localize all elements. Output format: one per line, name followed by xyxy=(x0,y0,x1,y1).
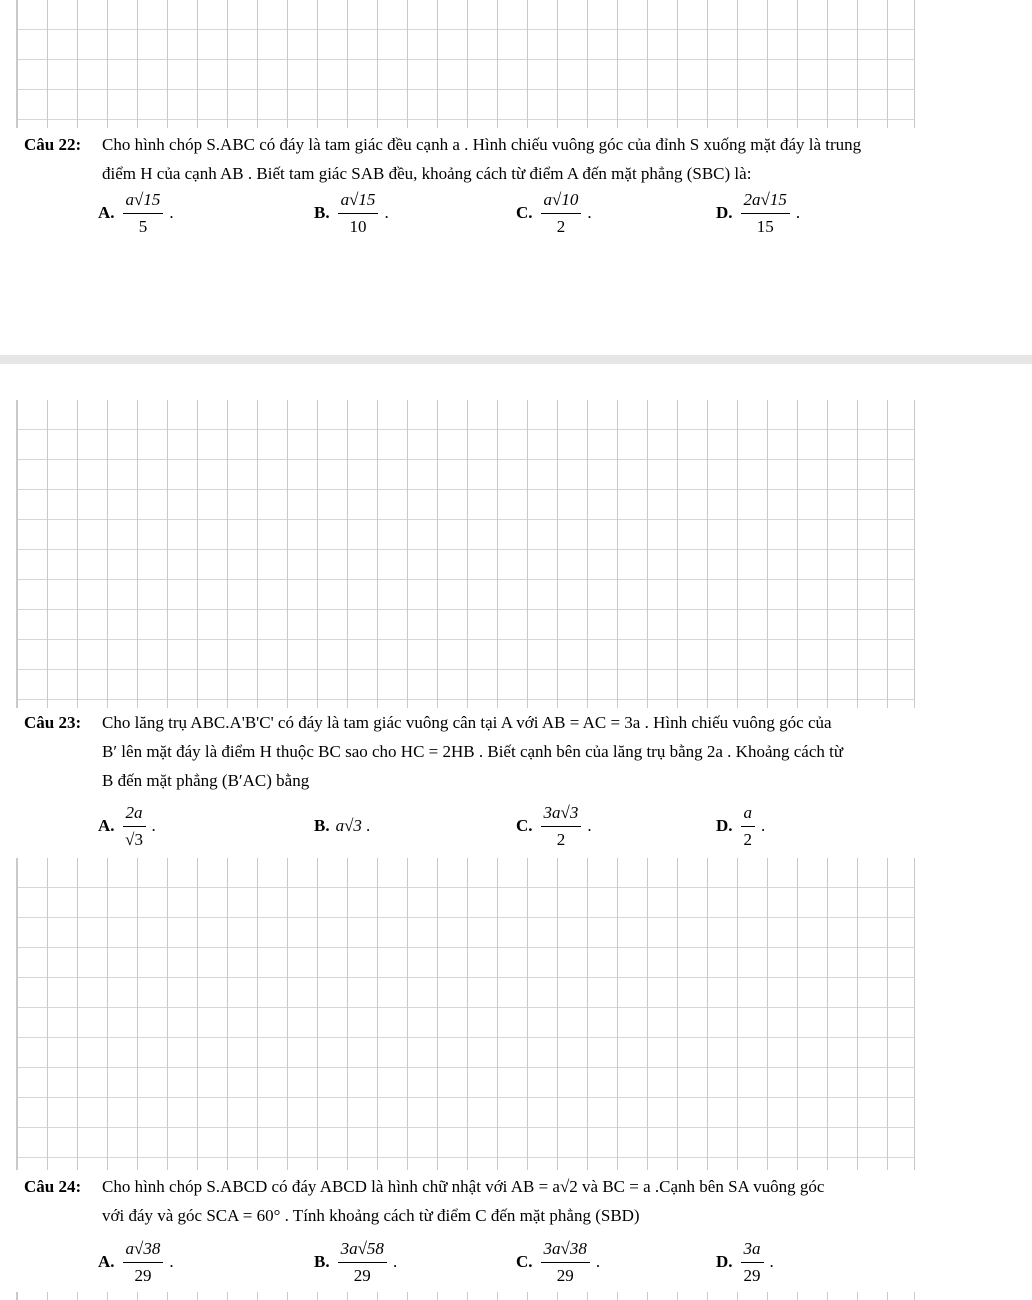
option-label: D. xyxy=(716,203,733,222)
denominator: 10 xyxy=(349,216,367,236)
denominator: 5 xyxy=(138,216,148,236)
grid-area-bottom xyxy=(16,1292,915,1300)
option-b[interactable]: B. $\frac{a√15}{10}$ . xyxy=(314,189,389,236)
question-number: Câu 22: xyxy=(24,135,82,154)
option-a[interactable]: A. $\frac{2a}{√3}$ . xyxy=(98,802,156,849)
question-22 xyxy=(24,130,994,188)
numerator: a xyxy=(741,802,756,827)
option-label: C. xyxy=(516,203,533,222)
options-24 xyxy=(98,1232,958,1292)
numerator: 3a√58 xyxy=(338,1238,387,1263)
question-number: Câu 23: xyxy=(24,713,82,732)
numerator: 3a√38 xyxy=(541,1238,590,1263)
question-24 xyxy=(24,1172,994,1230)
fraction xyxy=(123,1238,164,1287)
option-label: B. xyxy=(314,1252,330,1271)
question-24-line1 xyxy=(24,1172,994,1201)
section-separator xyxy=(0,355,1032,364)
option-d[interactable]: D. $\frac{2a√15}{15}$ . xyxy=(716,189,801,236)
fraction xyxy=(741,802,756,851)
option-label: C. xyxy=(516,816,533,835)
question-text: B′ lên mặt đáy là điểm H thuộc BC sao cho HC = 2HB . Biết cạnh bên của lăng trụ bằng 2a . Khoảng cách từ xyxy=(102,742,844,761)
fraction xyxy=(123,189,164,238)
option-d[interactable]: D. $\frac{3a}{29}$ . xyxy=(716,1238,774,1285)
question-23-line1 xyxy=(24,708,994,737)
option-label: D. xyxy=(716,1252,733,1271)
denominator: 29 xyxy=(353,1265,371,1285)
fraction xyxy=(338,189,379,238)
denominator: 2 xyxy=(556,829,566,849)
denominator: 29 xyxy=(556,1265,574,1285)
denominator: 29 xyxy=(743,1265,761,1285)
option-d[interactable]: D. $\frac{a}{2}$ . xyxy=(716,802,766,849)
option-b[interactable]: B. a√3 . xyxy=(314,816,371,835)
option-value: a√3 xyxy=(335,816,362,835)
fraction xyxy=(123,802,146,851)
numerator: a√10 xyxy=(541,189,582,214)
option-c[interactable]: C. $\frac{3a√3}{2}$ . xyxy=(516,802,592,849)
numerator: 2a xyxy=(123,802,146,827)
option-label: A. xyxy=(98,816,115,835)
option-label: B. xyxy=(314,203,330,222)
fraction xyxy=(741,1238,764,1287)
fraction xyxy=(338,1238,387,1287)
question-text: điểm H của cạnh AB . Biết tam giác SAB đều, khoảng cách từ điểm A đến mặt phẳng (SBC) là: xyxy=(102,164,752,183)
question-text: với đáy và góc SCA = 60° . Tính khoảng cách từ điểm C đến mặt phẳng (SBD) xyxy=(102,1206,640,1225)
numerator: a√15 xyxy=(338,189,379,214)
numerator: 3a xyxy=(741,1238,764,1263)
options-23 xyxy=(98,796,958,856)
grid-area-top xyxy=(16,0,915,128)
question-number: Câu 24: xyxy=(24,1177,82,1196)
denominator: 2 xyxy=(556,216,566,236)
fraction xyxy=(541,189,582,238)
denominator: 15 xyxy=(756,216,774,236)
numerator: a√15 xyxy=(123,189,164,214)
option-c[interactable]: C. $\frac{a√10}{2}$ . xyxy=(516,189,592,236)
option-label: D. xyxy=(716,816,733,835)
option-b[interactable]: B. $\frac{3a√58}{29}$ . xyxy=(314,1238,398,1285)
numerator: 2a√15 xyxy=(741,189,790,214)
option-label: C. xyxy=(516,1252,533,1271)
grid-area-lower xyxy=(16,858,915,1170)
numerator: 3a√3 xyxy=(541,802,582,827)
option-c[interactable]: C. $\frac{3a√38}{29}$ . xyxy=(516,1238,601,1285)
question-22-line1 xyxy=(24,130,994,159)
options-22 xyxy=(98,183,958,243)
question-text: Cho lăng trụ ABC.A'B'C' có đáy là tam giác vuông cân tại A với AB = AC = 3a . Hình chiếu vuông góc của xyxy=(102,713,832,732)
denominator: 2 xyxy=(743,829,753,849)
numerator: a√38 xyxy=(123,1238,164,1263)
grid-area-middle xyxy=(16,400,915,708)
option-label: A. xyxy=(98,203,115,222)
question-text: Cho hình chóp S.ABC có đáy là tam giác đều cạnh a . Hình chiếu vuông góc của đỉnh S xuống mặt đáy là trung xyxy=(102,135,862,154)
fraction xyxy=(741,189,790,238)
question-23 xyxy=(24,708,994,795)
question-text: Cho hình chóp S.ABCD có đáy ABCD là hình chữ nhật với AB = a√2 và BC = a .Cạnh bên SA vuông góc xyxy=(102,1177,825,1196)
option-label: A. xyxy=(98,1252,115,1271)
option-a[interactable]: A. $\frac{a√15}{5}$ . xyxy=(98,189,174,236)
question-text: B đến mặt phẳng (B′AC) bằng xyxy=(102,771,310,790)
fraction xyxy=(541,802,582,851)
fraction xyxy=(541,1238,590,1287)
option-label: B. xyxy=(314,816,330,835)
option-a[interactable]: A. $\frac{a√38}{29}$ . xyxy=(98,1238,174,1285)
denominator: 29 xyxy=(134,1265,152,1285)
denominator: √3 xyxy=(125,829,143,849)
